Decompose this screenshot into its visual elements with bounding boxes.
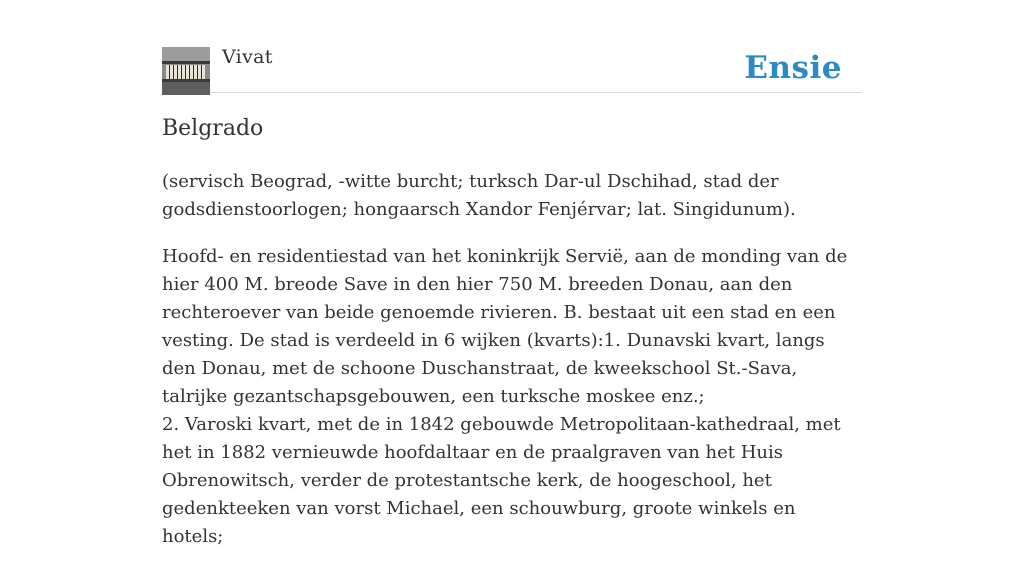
page-title: Belgrado <box>162 116 264 141</box>
article-paragraph: Hoofd- en residentiestad van het koninkrijk Servië, aan de monding van de hier 400 M. breode Save in den hier 750 M. breeden Donau, aan den rechteroever van beide genoemde rivieren. B. bestaat uit een stad en een vesting. De stad is verdeeld in 6 wijken (kvarts):1. Dunavski kvart, langs den Donau, met de schoone Duschanstraat, de kweekschool St.-Sava, talrijke gezantschapsgebouwen, een turksche moskee enz.; 2. Varoski kvart, met de in 1842 gebouwde Metropolitaan-kathedraal, met het in 1882 vernieuwde hoofdaltaar en de praalgraven van het Huis Obrenowitsch, verder de protestantsche kerk, de hoogeschool, het gedenkteeken van vorst Michael, een schouwburg, groote winkels en hotels; <box>162 246 848 547</box>
header <box>162 46 862 93</box>
author-avatar[interactable] <box>162 47 210 95</box>
ensie-logo[interactable]: Ensie <box>744 50 842 86</box>
article-paragraph: (servisch Beograd, -witte burcht; turksch Dar-ul Dschihad, stad der godsdienstoorlogen; hongaarsch Xandor Fenjérvar; lat. Singidunum). <box>162 171 796 220</box>
article-body <box>162 168 862 570</box>
bookshelf-avatar-icon <box>162 47 210 95</box>
author-name[interactable]: Vivat <box>222 46 273 68</box>
page-container <box>162 0 862 547</box>
